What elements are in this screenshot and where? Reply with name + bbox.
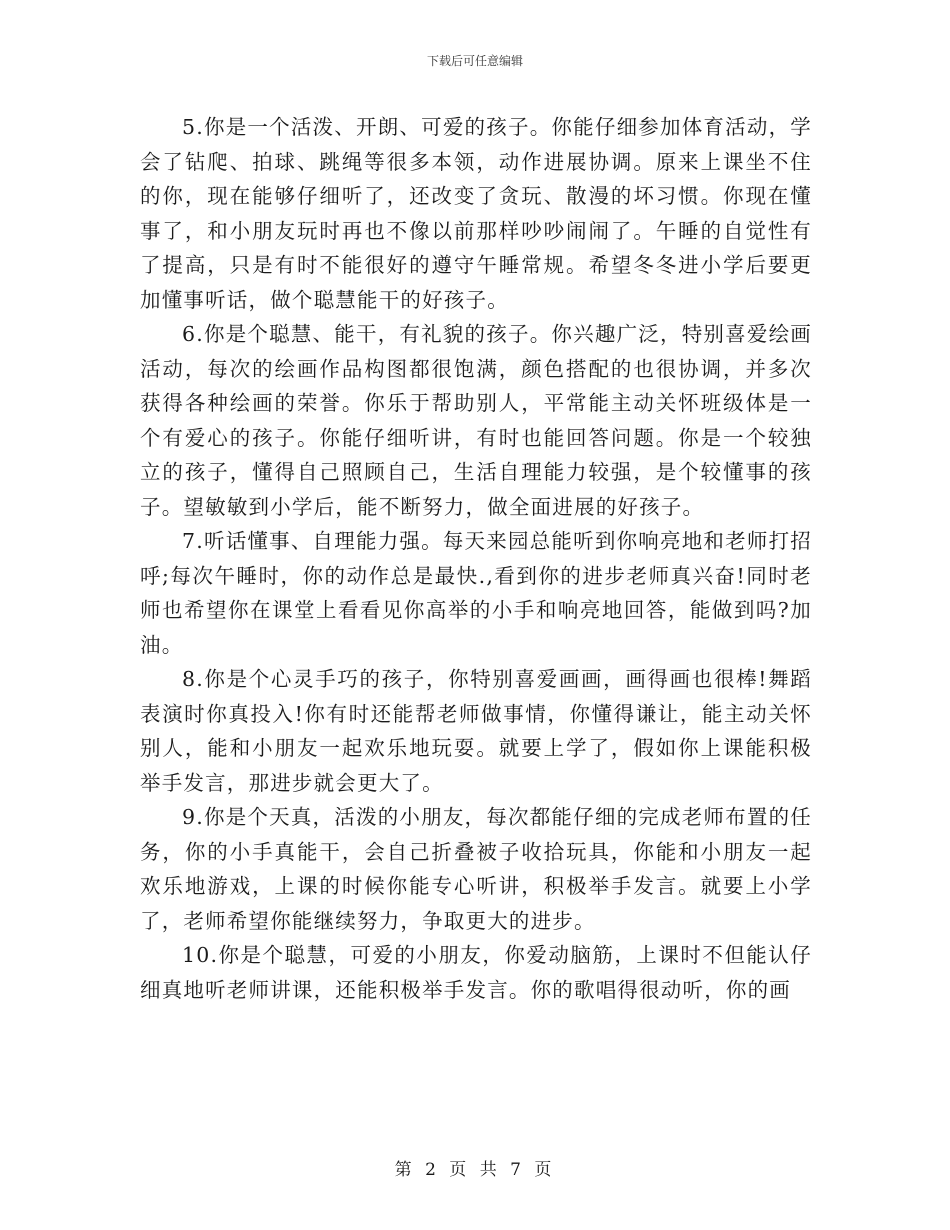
comment-paragraph-7: 7.听话懂事、自理能力强。每天来园总能听到你响亮地和老师打招呼;每次午睡时，你的动作总是最快.,看到你的进步老师真兴奋!同时老师也希望你在课堂上看看见你高举的小手和响亮地回答，能做到吗?加油。 [140, 529, 812, 657]
comment-paragraph-9: 9.你是个天真，活泼的小朋友，每次都能仔细的完成老师布置的任务，你的小手真能干，会自己折叠被子收拾玩具，你能和小朋友一起欢乐地游戏，上课的时候你能专心听讲，积极举手发言。就要上小学了，老师希望你能继续努力，争取更大的进步。 [140, 805, 812, 933]
page-number-footer: 第 2 页 共 7 页 [394, 1160, 556, 1180]
document-body [140, 110, 812, 1007]
comment-paragraph-10: 10.你是个聪慧，可爱的小朋友，你爱动脑筋，上课时不但能认仔细真地听老师讲课，还能积极举手发言。你的歌唱得很动听，你的画 [140, 943, 812, 1002]
page-header: 下载后可任意编辑 [426, 54, 523, 68]
comment-paragraph-8: 8.你是个心灵手巧的孩子，你特别喜爱画画，画得画也很棒!舞蹈表演时你真投入!你有时还能帮老师做事情，你懂得谦让，能主动关怀别人，能和小朋友一起欢乐地玩耍。就要上学了，假如你上课能积极举手发言，那进步就会更大了。 [140, 667, 812, 795]
comment-paragraph-5: 5.你是一个活泼、开朗、可爱的孩子。你能仔细参加体育活动，学会了钻爬、拍球、跳绳等很多本领，动作进展协调。原来上课坐不住的你，现在能够仔细听了，还改变了贪玩、散漫的坏习惯。你现在懂事了，和小朋友玩时再也不像以前那样吵吵闹闹了。午睡的自觉性有了提高，只是有时不能很好的遵守午睡常规。希望冬冬进小学后要更加懂事听话，做个聪慧能干的好孩子。 [140, 115, 812, 312]
comment-paragraph-6: 6.你是个聪慧、能干，有礼貌的孩子。你兴趣广泛，特别喜爱绘画活动，每次的绘画作品构图都很饱满，颜色搭配的也很协调，并多次获得各种绘画的荣誉。你乐于帮助别人，平常能主动关怀班级体是一个有爱心的孩子。你能仔细听讲，有时也能回答问题。你是一个较独立的孩子，懂得自己照顾自己，生活自理能力较强，是个较懂事的孩子。望敏敏到小学后，能不断努力，做全面进展的好孩子。 [140, 322, 812, 519]
